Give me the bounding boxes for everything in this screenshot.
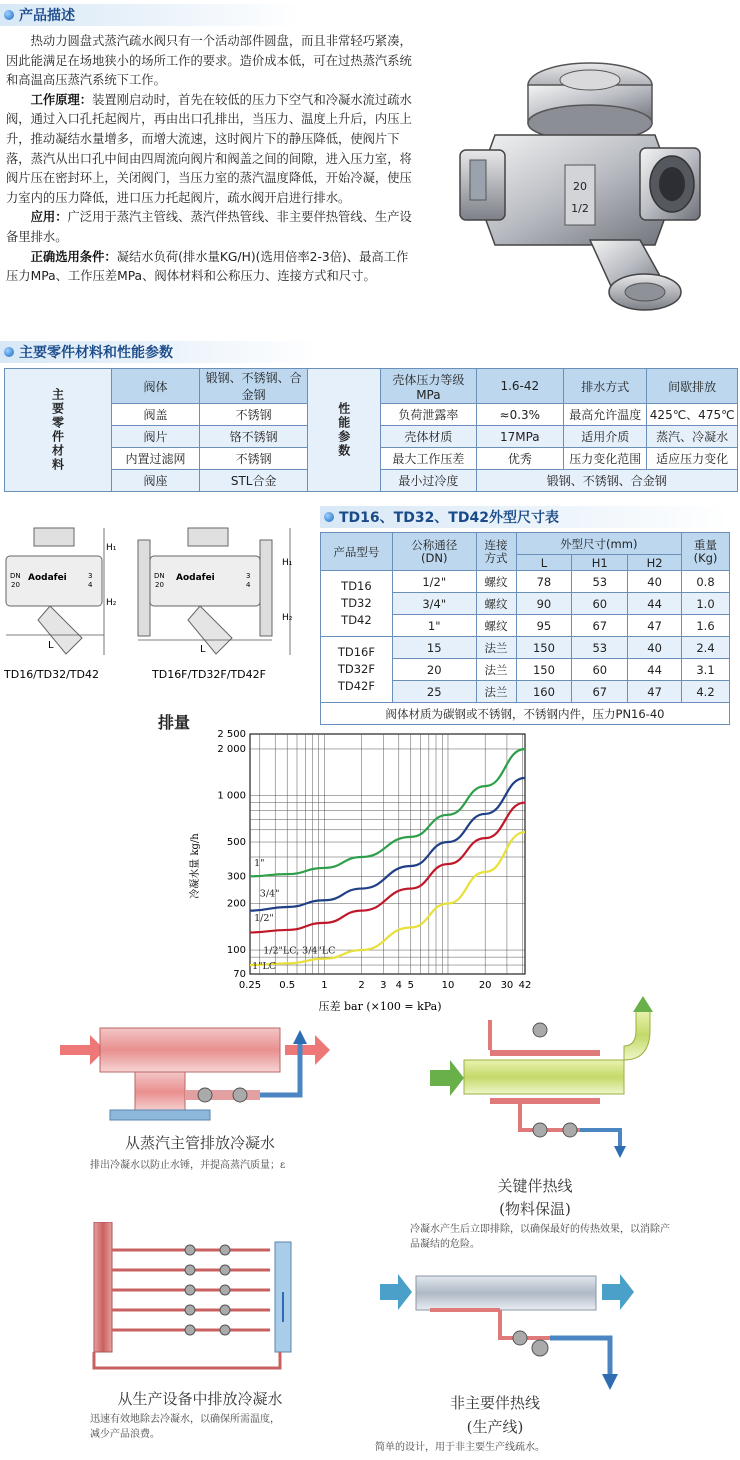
- x-tick-label: 5: [407, 980, 414, 991]
- svg-text:DN: DN: [154, 572, 165, 580]
- y-tick-label: 300: [226, 871, 246, 883]
- valve-product-image: [440, 40, 730, 320]
- x-tick-label: 2: [358, 980, 365, 991]
- table-row: 3/4" 螺纹 90 60 44 1.0: [321, 593, 730, 615]
- app-title-main-line: 从蒸汽主管排放冷凝水: [124, 1134, 275, 1152]
- svg-text:4: 4: [88, 581, 93, 589]
- x-tick-label: 0.25: [238, 980, 262, 991]
- svg-text:3: 3: [246, 572, 251, 580]
- app-illustration-noncritical-tracing: [380, 1268, 640, 1408]
- group-label-parts: 主要零件材料: [5, 369, 112, 492]
- table-row: 阀片 铬不锈钢 壳体材质 17MPa 适用介质 蒸汽、冷凝水: [5, 426, 738, 448]
- y-tick-label: 100: [226, 945, 246, 957]
- dims-table: [320, 532, 730, 725]
- brand-left: Aodafei: [28, 573, 67, 583]
- svg-text:4: 4: [246, 581, 251, 589]
- chart-title: 排量: [158, 713, 191, 732]
- svg-text:20: 20: [11, 581, 20, 589]
- x-tick-label: 1: [321, 980, 328, 991]
- app-title2-noncritical-tracing: (生产线): [466, 1418, 524, 1436]
- x-tick-label: 4: [395, 980, 402, 991]
- svg-text:H₂: H₂: [106, 598, 117, 608]
- curve-label: 1/2"LC, 3/4"LC: [263, 945, 336, 957]
- section-title-materials: 主要零件材料和性能参数: [0, 341, 320, 363]
- product-description: [6, 32, 414, 287]
- y-tick-label: 2 000: [217, 743, 246, 755]
- app-illustration-process-equipment: [80, 1222, 300, 1382]
- working-principle: 工作原理：装置刚启动时，首先在较低的压力下空气和冷凝水流过疏水阀，通过入口孔托起阀片，再由出口孔排出，当压力、温度上升后，内压上升，推动凝结水量增多，而增大流速，这时阀片下的静压降低，使阀片下落，蒸汽从出口孔中间由四周流向阀片和阀盖之间的间隙，进入压力室，将阀片压在密封环上，关闭阀门，当压力室的蒸汽温度降低，开始冷凝，使压力室内的压力降低，进口压力托起阀片，疏水阀开启进行排水。: [6, 92, 412, 205]
- brand-right: Aodafei: [176, 573, 215, 583]
- x-tick-label: 42: [518, 980, 532, 991]
- caption-flanged: TD16F/TD32F/TD42F: [152, 668, 266, 681]
- table-row: L H1 H2: [321, 555, 730, 571]
- svg-text:20: 20: [155, 581, 164, 589]
- product-intro: 热动力圆盘式蒸汽疏水阀只有一个活动部件圆盘，而且非常轻巧紧凑，因此能满足在场地狭小的场所工作的要求。造价成本低，可在过热蒸汽系统和高温高压蒸汽系统下工作。: [6, 34, 412, 88]
- x-tick-label: 20: [478, 980, 492, 991]
- curve-label: 1"LC: [252, 961, 277, 973]
- app-title2-critical-tracing: (物料保温): [499, 1200, 571, 1218]
- table-row: 主要零件材料 阀体 锻钢、不锈钢、合金钢 性能参数 壳体压力等级MPa 1.6-42 排水方式 间歇排放: [5, 369, 738, 404]
- section-title-dims: TD16、TD32、TD42外型尺寸表: [320, 506, 730, 528]
- x-tick-label: 0.5: [279, 980, 296, 991]
- x-tick-label: 30: [500, 980, 514, 991]
- app-title-noncritical-tracing: 非主要伴热线: [449, 1394, 540, 1412]
- x-tick-label: 3: [380, 980, 387, 991]
- capacity-chart: [180, 726, 560, 1016]
- app-sub-noncritical-tracing: 简单的设计，用于非主要生产线疏水。: [375, 1442, 545, 1453]
- y-ticks: [217, 729, 246, 980]
- x-tick-label: 10: [441, 980, 455, 991]
- y-axis-label: 冷凝水量 kg/h: [190, 833, 201, 899]
- svg-text:H₁: H₁: [282, 558, 293, 568]
- table-row: 20 法兰 150 60 44 3.1: [321, 659, 730, 681]
- svg-text:3: 3: [88, 572, 93, 580]
- y-tick-label: 1 000: [217, 790, 246, 802]
- table-row: 内置过滤网 不锈钢 最大工作压差 优秀 压力变化范围 适应压力变化: [5, 448, 738, 470]
- bullet-icon: [4, 10, 14, 20]
- app-sub-process-equipment: 迅速有效地除去冷凝水，以确保所需温度，减少产品浪费。: [90, 1414, 280, 1440]
- table-row: 1" 螺纹 95 67 47 1.6: [321, 615, 730, 637]
- x-axis-label: 压差 bar (×100 = kPa): [318, 1000, 442, 1013]
- dim-L-right: L: [200, 644, 206, 655]
- bullet-icon: [324, 512, 334, 522]
- table-row: TD16F TD32F TD42F 15 法兰 150 53 40 2.4: [321, 637, 730, 659]
- y-tick-label: 70: [233, 969, 246, 980]
- table-row: [321, 703, 730, 725]
- caption-threaded: TD16/TD32/TD42: [4, 668, 99, 681]
- valve-label-dn: 20: [573, 180, 587, 193]
- app-illustration-main-line: [60, 1020, 340, 1130]
- dimension-drawings: [0, 520, 310, 690]
- drawing-flanged: [138, 528, 293, 655]
- dn-label-left: DN: [10, 572, 21, 580]
- selection-conditions: 正确选用条件：凝结水负荷(排水量KG/H)(选用倍率2-3倍)、最高工作压力MPa、工作压差MPa、阀体材料和公称压力、连接方式和尺寸。: [6, 249, 409, 284]
- curve-label: 3/4": [259, 888, 280, 900]
- y-tick-label: 500: [226, 837, 246, 849]
- curve-label: 1/2": [254, 912, 274, 924]
- materials-table: [4, 368, 738, 492]
- table-row: 阀座 STL合金 最小过冷度 锻钢、不锈钢、合金钢: [5, 470, 738, 492]
- dim-L-left: L: [48, 640, 54, 651]
- svg-text:H₂: H₂: [282, 613, 293, 623]
- table-row: 阀盖 不锈钢 负荷泄露率 ≈0.3% 最高允许温度 425℃、475℃: [5, 404, 738, 426]
- table-row: 25 法兰 160 67 47 4.2: [321, 681, 730, 703]
- drawing-threaded: [6, 528, 117, 655]
- curve-label: 1": [254, 857, 265, 869]
- group-label-performance: 性能参数: [308, 369, 381, 492]
- app-illustration-critical-tracing: [430, 990, 670, 1160]
- application: 应用：广泛用于蒸汽主管线、蒸汽伴热管线、非主要伴热管线、生产设备里排水。: [6, 210, 412, 244]
- table-row: TD16 TD32 TD42 1/2" 螺纹 78 53 40 0.8: [321, 571, 730, 593]
- y-tick-label: 200: [226, 898, 246, 910]
- section-title-product: 产品描述: [0, 4, 300, 26]
- bullet-icon: [4, 347, 14, 357]
- app-title-critical-tracing: 关键伴热线: [497, 1177, 573, 1195]
- app-sub-main-line: 排出冷凝水以防止水锤，并提高蒸汽质量；ε: [90, 1160, 286, 1171]
- app-title-process-equipment: 从生产设备中排放冷凝水: [117, 1390, 283, 1408]
- app-sub-critical-tracing: 冷凝水产生后立即排除，以确保最好的传热效果，以消除产品凝结的危险。: [410, 1224, 670, 1250]
- y-tick-label: 2 500: [217, 729, 246, 740]
- valve-label-size: 1/2: [571, 202, 589, 215]
- svg-text:H₁: H₁: [106, 543, 117, 553]
- dims-note: 阀体材质为碳钢或不锈钢，不锈钢内件，压力PN16-40: [321, 703, 730, 725]
- table-row: 产品型号 公称通径 (DN) 连接 方式 外型尺寸(mm) 重量 (Kg): [321, 533, 730, 555]
